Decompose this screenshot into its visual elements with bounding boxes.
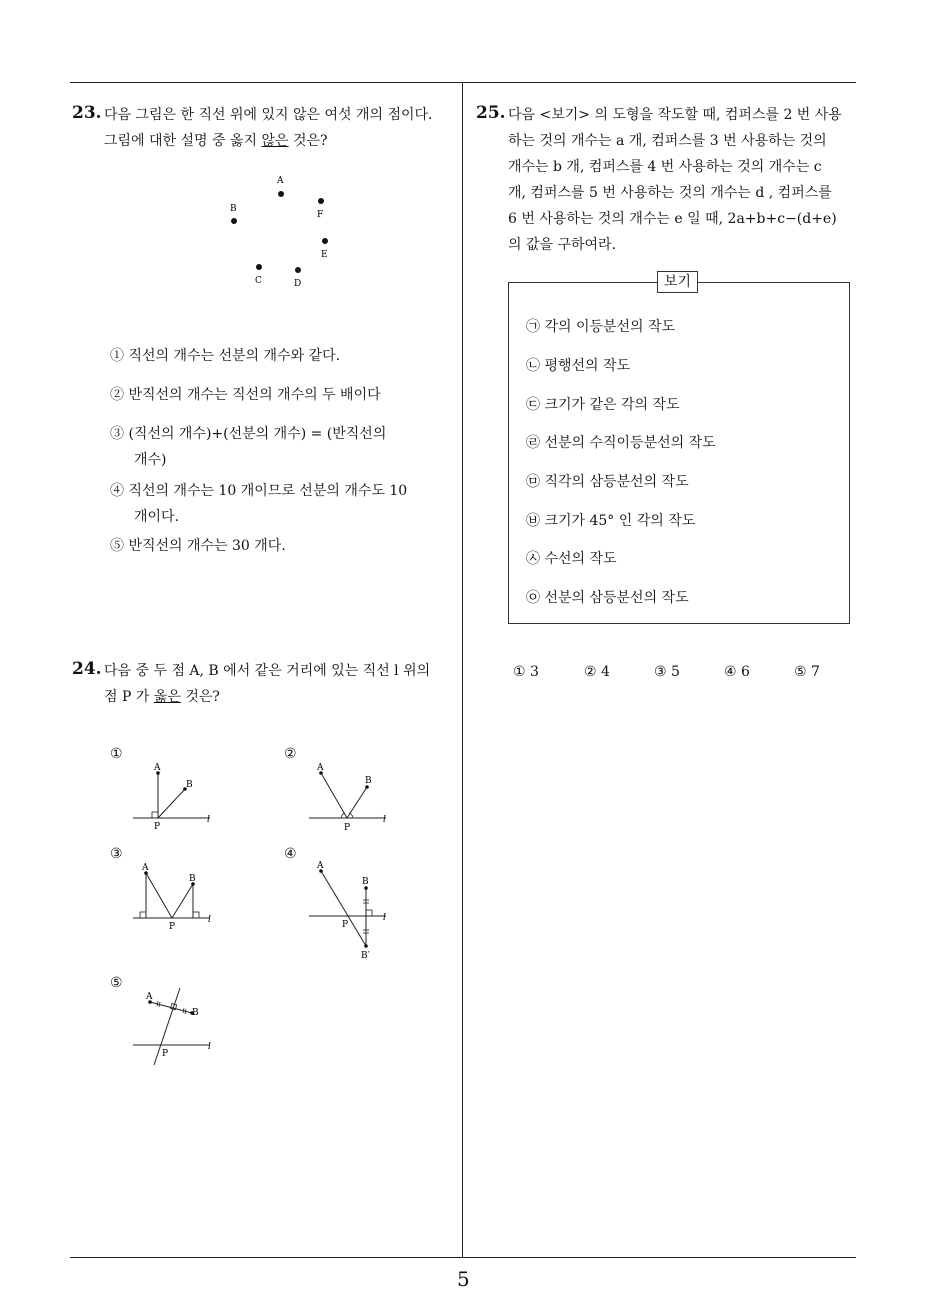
svg-text:A: A bbox=[317, 861, 324, 871]
q25-bogi-item-6: ㉥ 크기가 45° 인 각의 작도 bbox=[526, 513, 696, 529]
q24-fig-num-5[interactable]: ⑤ bbox=[110, 975, 123, 991]
point-label-e: E bbox=[321, 250, 328, 260]
q24-figure-2 bbox=[304, 760, 404, 835]
q25-bogi-item-2: ㉡ 평행선의 작도 bbox=[526, 358, 631, 374]
svg-text:l: l bbox=[383, 815, 386, 825]
q25-bogi-item-4: ㉣ 선분의 수직이등분선의 작도 bbox=[526, 435, 716, 451]
q25-line-4: 개, 컴퍼스를 5 번 사용하는 것의 개수는 d , 컴퍼스를 bbox=[508, 185, 832, 201]
svg-text:P: P bbox=[154, 822, 161, 832]
q25-line-5: 6 번 사용하는 것의 개수는 e 일 때, 2a+b+c−(d+e) bbox=[508, 211, 837, 227]
point-label-c: C bbox=[255, 276, 262, 286]
point-label-d: D bbox=[294, 279, 302, 289]
q25-answer-3[interactable]: ③ 5 bbox=[654, 664, 680, 680]
q24-figure-1 bbox=[128, 760, 228, 835]
q24-text-line1: 다음 중 두 점 A, B 에서 같은 거리에 있는 직선 l 위의 bbox=[104, 663, 431, 679]
q25-line-2: 하는 것의 개수는 a 개, 컴퍼스를 3 번 사용하는 것의 bbox=[508, 133, 827, 149]
q23-choice-4[interactable]: ④ 직선의 개수는 10 개이므로 선분의 개수도 10 개이다. bbox=[110, 483, 408, 525]
q23-text-line2: 그림에 대한 설명 중 옳지 않은 것은? bbox=[104, 133, 328, 149]
svg-text:B: B bbox=[192, 1008, 199, 1018]
svg-text:B: B bbox=[365, 776, 372, 786]
q24-figure-4 bbox=[304, 858, 404, 963]
svg-text:P: P bbox=[162, 1049, 169, 1059]
q24-text bbox=[104, 658, 459, 710]
q24-fig-num-2[interactable]: ② bbox=[284, 746, 297, 762]
bottom-rule bbox=[70, 1257, 856, 1258]
q24-number: 24. bbox=[72, 659, 102, 679]
svg-text:l: l bbox=[383, 913, 386, 923]
q23-text bbox=[104, 102, 459, 154]
svg-text:P: P bbox=[342, 920, 349, 930]
q25-line-3: 개수는 b 개, 컴퍼스를 4 번 사용하는 것의 개수는 c bbox=[508, 159, 822, 175]
q25-bogi-item-3: ㉢ 크기가 같은 각의 작도 bbox=[526, 397, 680, 413]
svg-text:P: P bbox=[169, 922, 176, 932]
svg-text:B′: B′ bbox=[361, 951, 370, 961]
column-divider bbox=[462, 82, 463, 1257]
q25-bogi-item-8: ㉧ 선분의 삼등분선의 작도 bbox=[526, 590, 689, 606]
point-label-b: B bbox=[230, 204, 237, 214]
svg-text:B: B bbox=[189, 874, 196, 884]
q25-bogi-item-7: ㉦ 수선의 작도 bbox=[526, 551, 617, 567]
q25-line-1: 다음 <보기> 의 도형을 작도할 때, 컴퍼스를 2 번 사용 bbox=[508, 107, 842, 123]
svg-text:A: A bbox=[154, 763, 161, 773]
svg-text:B: B bbox=[186, 780, 193, 790]
q24-figure-3 bbox=[128, 858, 228, 938]
q25-answer-2[interactable]: ② 4 bbox=[584, 664, 610, 680]
q24-figure-5 bbox=[128, 985, 228, 1070]
q24-text-line2: 점 P 가 옳은 것은? bbox=[104, 689, 220, 705]
svg-text:B: B bbox=[362, 877, 369, 887]
q25-number: 25. bbox=[476, 103, 506, 123]
q25-text bbox=[508, 102, 858, 258]
q23-number: 23. bbox=[72, 103, 102, 123]
svg-text:P: P bbox=[344, 823, 351, 833]
svg-text:l: l bbox=[208, 1042, 211, 1052]
svg-text:A: A bbox=[146, 992, 153, 1002]
q25-answer-5[interactable]: ⑤ 7 bbox=[794, 664, 820, 680]
q23-points-figure bbox=[220, 170, 340, 295]
q23-choice-5[interactable]: ⑤ 반직선의 개수는 30 개다. bbox=[110, 538, 286, 554]
q24-fig-num-1[interactable]: ① bbox=[110, 746, 123, 762]
q23-text-line1: 다음 그림은 한 직선 위에 있지 않은 여섯 개의 점이다. bbox=[104, 107, 433, 123]
svg-text:A: A bbox=[142, 863, 149, 873]
q25-bogi-item-5: ㉤ 직각의 삼등분선의 작도 bbox=[526, 474, 689, 490]
q25-bogi-title: 보기 bbox=[657, 271, 698, 293]
point-label-f: F bbox=[317, 210, 324, 220]
q23-choice-2[interactable]: ② 반직선의 개수는 직선의 개수의 두 배이다 bbox=[110, 387, 381, 403]
q25-answer-4[interactable]: ④ 6 bbox=[724, 664, 750, 680]
page-number: 5 bbox=[457, 1267, 470, 1291]
point-label-a: A bbox=[277, 176, 284, 186]
top-rule bbox=[70, 82, 856, 83]
svg-text:l: l bbox=[208, 915, 211, 925]
q25-line-6: 의 값을 구하여라. bbox=[508, 237, 617, 253]
q23-choice-1[interactable]: ① 직선의 개수는 선분의 개수와 같다. bbox=[110, 348, 341, 364]
q23-choice-3[interactable]: ③ (직선의 개수)+(선분의 개수) = (반직선의 개수) bbox=[110, 426, 387, 468]
svg-text:A: A bbox=[317, 763, 324, 773]
q25-answer-1[interactable]: ① 3 bbox=[513, 664, 539, 680]
q24-fig-num-3[interactable]: ③ bbox=[110, 846, 123, 862]
q25-bogi-item-1: ㉠ 각의 이등분선의 작도 bbox=[526, 319, 676, 335]
svg-text:l: l bbox=[207, 815, 210, 825]
q24-fig-num-4[interactable]: ④ bbox=[284, 846, 297, 862]
